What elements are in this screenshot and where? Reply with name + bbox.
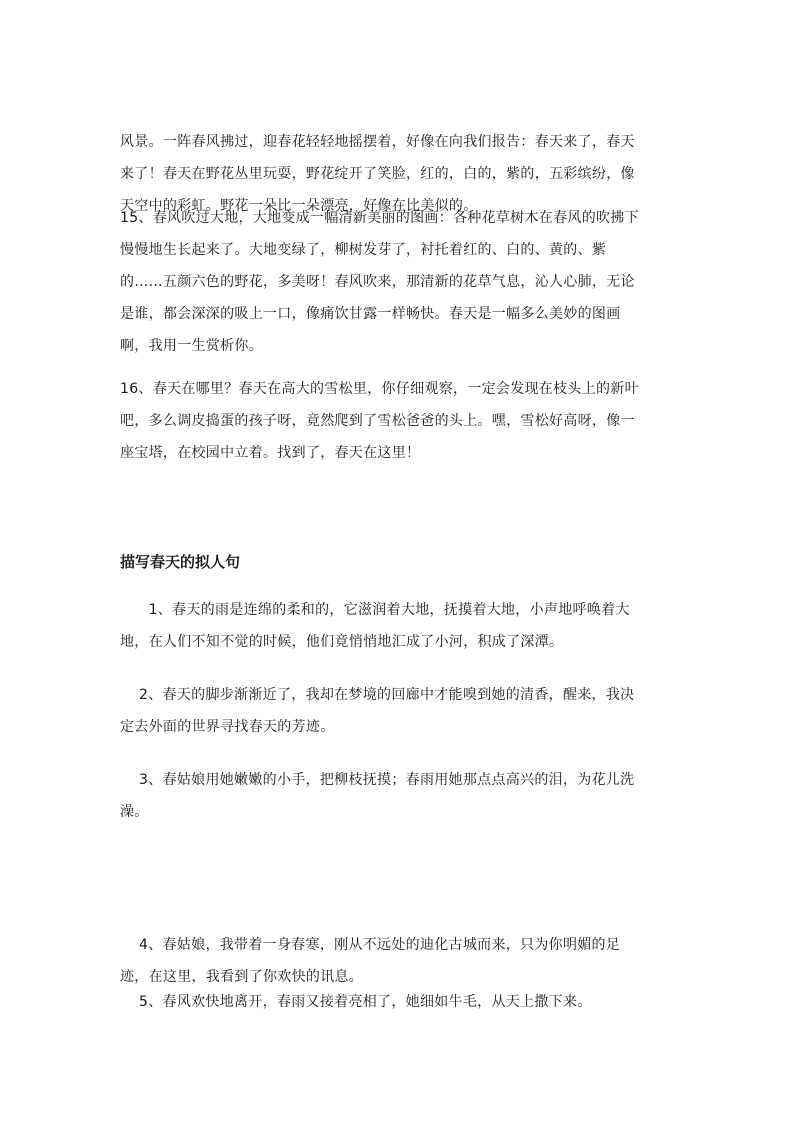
sentence-3-paragraph <box>120 764 665 828</box>
paragraph-line: 定去外面的世界寻找春天的芳迹。 <box>120 719 335 735</box>
paragraph-line: 地，在人们不知不觉的时候，他们竟悄悄地汇成了小河，积成了深潭。 <box>120 634 564 650</box>
sentence-2-paragraph <box>120 679 665 743</box>
paragraph-line: 澡。 <box>120 804 149 820</box>
paragraph-line: 座宝塔，在校园中立着。找到了，春天在这里！ <box>120 445 421 461</box>
paragraph-line: 天空中的彩虹。野花一朵比一朵漂亮，好像在比美似的。 <box>120 198 478 214</box>
paragraph-line: 1、春天的雨是连绵的柔和的，它滋润着大地，抚摸着大地，小声地呼唤着大 <box>120 602 630 618</box>
sentence-1-paragraph <box>120 594 665 658</box>
paragraph-line: 慢慢地生长起来了。大地变绿了，柳树发芽了，衬托着红的、白的、黄的、紫 <box>120 242 607 258</box>
section-heading: 描写春天的拟人句 <box>120 553 241 571</box>
item-15-paragraph <box>120 202 665 362</box>
paragraph-line: 是谁，都会深深的吸上一口，像痛饮甘露一样畅快。春天是一幅多么美妙的图画 <box>120 306 621 322</box>
paragraph-line: 5、春风欢快地离开，春雨又接着亮相了，她细如牛毛，从天上撒下来。 <box>120 994 592 1010</box>
paragraph-line: 风景。一阵春风拂过，迎春花轻轻地摇摆着，好像在向我们报告：春天来了，春天 <box>120 134 635 150</box>
paragraph-line: 啊，我用一生赏析你。 <box>120 338 263 354</box>
paragraph-line: 2、春天的脚步渐渐近了，我却在梦境的回廊中才能嗅到她的清香，醒来，我决 <box>120 687 635 703</box>
paragraph-line: 的……五颜六色的野花，多美呀！春风吹来，那清新的花草气息，沁人心肺，无论 <box>120 274 635 290</box>
item-16-paragraph <box>120 373 665 469</box>
sentence-4-paragraph <box>120 929 665 993</box>
paragraph-line: 15、春风吹过大地，大地变成一幅清新美丽的图画：各种花草树木在春风的吹拂下 <box>120 210 639 226</box>
paragraph-line: 4、春姑娘，我带着一身春寒，刚从不远处的迪化古城而来，只为你明媚的足 <box>120 937 621 953</box>
paragraph-line: 吧，多么调皮捣蛋的孩子呀，竟然爬到了雪松爸爸的头上。嘿，雪松好高呀，像一 <box>120 413 635 429</box>
paragraph-line: 迹，在这里，我看到了你欢快的讯息。 <box>120 969 364 985</box>
sentence-5-paragraph <box>120 986 665 1018</box>
paragraph-line: 来了！春天在野花丛里玩耍，野花绽开了笑脸，红的，白的，紫的，五彩缤纷，像 <box>120 166 635 182</box>
paragraph-line: 16、春天在哪里？春天在高大的雪松里，你仔细观察，一定会发现在枝头上的新叶 <box>120 381 639 397</box>
paragraph-line: 3、春姑娘用她嫩嫩的小手，把柳枝抚摸；春雨用她那点点高兴的泪，为花儿洗 <box>120 772 635 788</box>
